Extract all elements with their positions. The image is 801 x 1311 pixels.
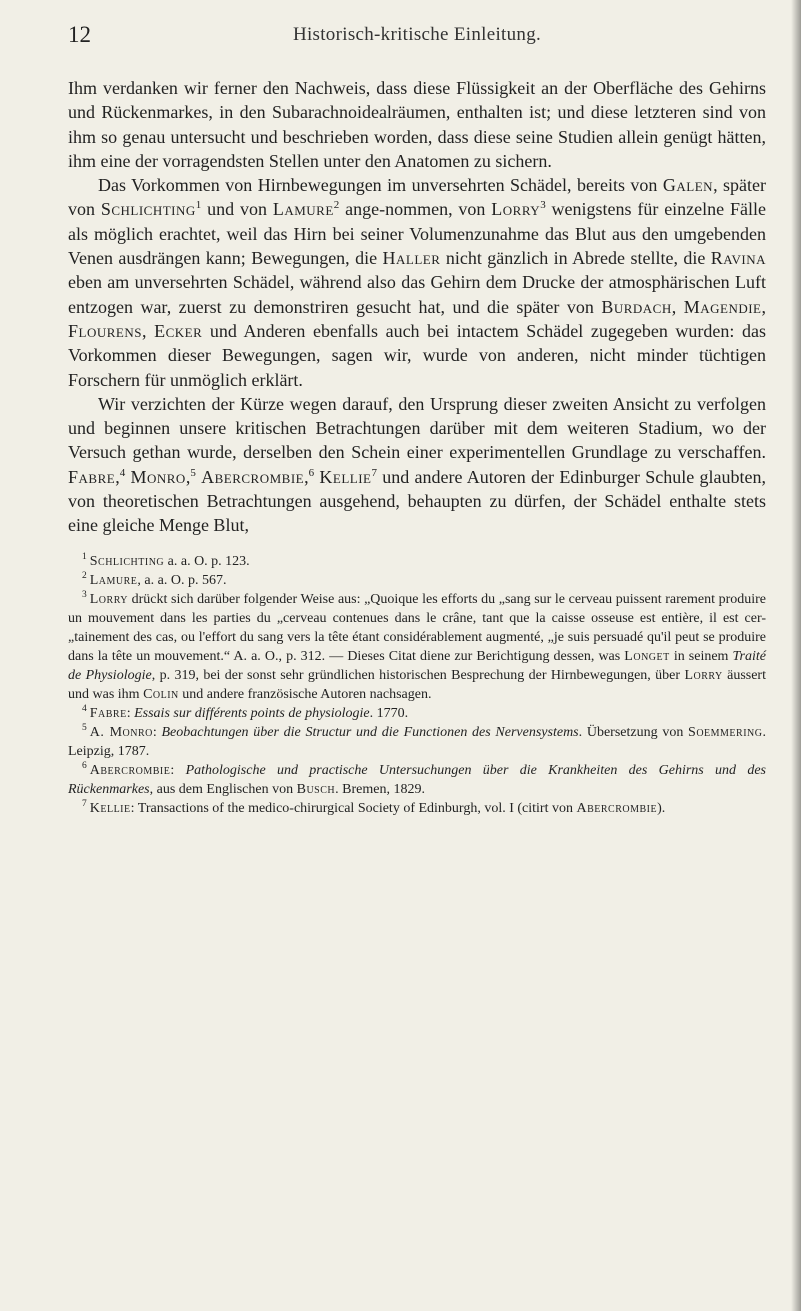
page-edge-shadow (791, 0, 801, 1311)
footnote-text: : (130, 800, 138, 816)
author-name: Galen (662, 175, 714, 196)
text-run: , später von (68, 175, 767, 220)
author-name: Monro (130, 466, 186, 487)
book-title: Traité de Physiologie (68, 648, 766, 683)
footnote-text: , a. a. O. p. 567. (137, 572, 227, 588)
footnote-author: Kellie (89, 800, 131, 816)
footnote-text: . Übersetzung von (578, 724, 689, 740)
footnote-ref: 4 (119, 466, 126, 479)
footnote-2 (68, 571, 766, 590)
author-name: Schlichting (100, 199, 196, 220)
footnote-number: 6 (82, 760, 87, 771)
footnote-text: und andere französische Autoren nachsagen. (178, 686, 432, 702)
footnote-number: 1 (82, 551, 87, 562)
footnote-1 (68, 552, 766, 571)
paragraph-1 (68, 76, 766, 173)
footnote-text: . Bremen, 1829. (335, 781, 425, 797)
page-number: 12 (68, 22, 91, 47)
running-title: Historisch-kritische Einleitung. (292, 24, 542, 45)
footnote-text: . Leipzig, 1787. (68, 724, 766, 759)
footnote-ref: 3 (540, 199, 546, 212)
footnote-number: 3 (82, 589, 87, 600)
paragraph-3: Wir verzichten der Kürze wegen darauf, den Ursprung dieser zweiten Ansicht zu verfolgen und beginnen unsere kritischen Betrachtungen darüber mit dem weiteren Stadium, wo der Versuch gethan wurde, derselben den Schein einer experimentellen Grundlage zu verschaffen. Fabre,$^4$ Monro,$^5$ Abercrombie,$^6$ Kellie$^7$ und andere Autoren der Edinburger Schule glaubten, von theoretischen Betrachtungen ausgehend, behaupten zu dürfen, der Schädel enthalte stets eine gleiche Menge Blut, (68, 393, 766, 536)
footnote-4 (68, 704, 766, 723)
book-title: Essais sur différents points de physiologie (134, 705, 370, 721)
author-name: Ravina (710, 248, 766, 269)
footnote-3 (68, 590, 766, 704)
footnote-ref: 1 (195, 199, 202, 212)
book-title: Pathologische und practische Untersuchungen über die Krankheiten des Gehirns und des Rückenmarkes (68, 762, 767, 797)
author-name: Ecker (154, 320, 203, 341)
main-text (68, 76, 766, 538)
footnote-text: , p. 319, bei der sonst sehr gründlichen historischen Besprechung der Hirnbewegungen, über (151, 667, 685, 683)
footnote-text: drückt sich darüber folgender Weise aus: „Quoique les efforts du „sang sur le cerveau puissent rarement produire un mouvement dans les parties du „cerveau contenues dans le crâne, tant que la caisse osseuse est entière, il est cer-„tainement des cas, ou l'effort du sang vers la tête étant considérablement augmenté, „je suis persuadé qu'il peut se produire dans la tête un mouvement.“ A. a. O., p. 312. — Dieses Citat diene zur Berichtigung dessen, was (68, 591, 766, 664)
text-run: Ihm verdanken wir ferner den Nachweis, dass diese Flüssigkeit an der Oberfläche des Gehirns und Rückenmarkes, in den Subarachnoidealräumen, enthalten ist; und diese letzteren sind von ihm so genau untersucht und beschrieben worden, dass diese seine Studien allein genügt hätten, ihm eine der vorragendsten Stellen unter den Anatomen zu sichern. (68, 78, 766, 171)
text-run: und andere Autoren der Edinburger Schule glaubten, von theoretischen Betrachtungen ausgehend, behaupten zu dürfen, der Schädel enthalte stets eine gleiche Menge Blut, (68, 466, 766, 536)
text-run: eben am unversehrten Schädel, während also das Gehirn dem Drucke der atmosphärischen Luft entzogen war, zuerst zu demonstriren gesucht hat, und die später von (68, 272, 766, 317)
footnote-text: . 1770. (369, 705, 409, 721)
footnote-text: ). (657, 800, 666, 816)
author-name: Lorry (684, 667, 723, 683)
author-name: Lorry (491, 199, 541, 220)
footnote-author: Lorry (89, 591, 129, 607)
author-name: Busch (296, 781, 336, 797)
author-name: Haller (382, 248, 441, 269)
text-run: ange-nommen, von (339, 199, 492, 220)
author-name: Colin (143, 686, 179, 702)
footnote-7 (68, 799, 766, 818)
running-head (68, 22, 766, 56)
author-name: Fabre (68, 466, 116, 487)
footnote-author: Abercrombie (89, 762, 171, 778)
footnote-text: : (126, 705, 135, 721)
footnotes (68, 552, 766, 818)
text-run: wenigstens für einzelne Fälle als möglich erachtet, weil das Hirn bei seiner Volumenzunahme das Blut aus den umgebenden Venen ausdrängen kann; Bewegungen, die (68, 199, 766, 269)
author-name: Magendie (683, 296, 762, 317)
footnote-number: 7 (82, 798, 87, 809)
footnote-text: Transactions of the medico-chirurgical Society of Edinburgh, vol. I (citirt von (137, 800, 577, 816)
footnote-author: Lamure (89, 572, 138, 588)
author-name: Abercrombie (201, 466, 305, 487)
footnote-author: A. Monro (89, 724, 153, 740)
text-run: , (141, 320, 155, 341)
author-name: Lamure (272, 199, 334, 220)
author-name: Soemmering (688, 724, 763, 740)
footnote-text: in seinem (669, 648, 733, 664)
book-page (68, 22, 766, 818)
footnote-ref: 2 (333, 199, 340, 212)
footnote-ref: 5 (190, 466, 196, 479)
text-run: und Anderen ebenfalls auch bei intactem Schädel zugegeben wurden: das Vorkommen dieser Bewegungen, sagen wir, wurde von anderen, nicht minder tüchtigen Forschern für unmöglich erklärt. (68, 320, 767, 390)
footnote-text: : (152, 724, 162, 740)
footnote-author: Schlichting (89, 553, 165, 569)
footnote-text: a. a. O. p. 123. (164, 553, 250, 569)
footnote-text: äussert und was ihm (68, 667, 766, 702)
footnote-text: , aus dem Englischen von (149, 781, 297, 797)
footnote-ref: 7 (371, 466, 377, 479)
footnote-author: Fabre (89, 705, 127, 721)
footnote-5 (68, 723, 766, 761)
footnote-number: 5 (82, 722, 87, 733)
author-name: Burdach (601, 296, 672, 317)
footnote-ref: 6 (308, 466, 315, 479)
footnote-text: : (170, 762, 186, 778)
paragraph-2 (68, 173, 766, 392)
book-title: Beobachtungen über die Structur und die Functionen des Nervensystems (161, 724, 579, 740)
author-name: Kellie (319, 466, 372, 487)
text-run: Das Vorkommen von Hirnbewegungen im unversehrten Schädel, bereits von (98, 175, 663, 196)
author-name: Flourens (68, 320, 142, 341)
author-name: Abercrombie (576, 800, 658, 816)
footnote-number: 2 (82, 570, 87, 581)
text-run: , (761, 296, 767, 317)
footnote-6 (68, 761, 766, 799)
author-name: Longet (624, 648, 670, 664)
text-run: nicht gänzlich in Abrede stellte, die (440, 248, 711, 269)
text-run: und von (201, 199, 273, 220)
footnote-number: 4 (82, 703, 87, 714)
text-run: Wir verzichten der Kürze wegen darauf, den Ursprung dieser zweiten Ansicht zu verfolgen und beginnen unsere kritischen Betrachtungen darüber mit dem weiteren Stadium, wo der Versuch gethan wurde, derselben den Schein einer experimentellen Grundlage zu verschaffen. (68, 393, 766, 463)
text-run: , (671, 296, 684, 317)
